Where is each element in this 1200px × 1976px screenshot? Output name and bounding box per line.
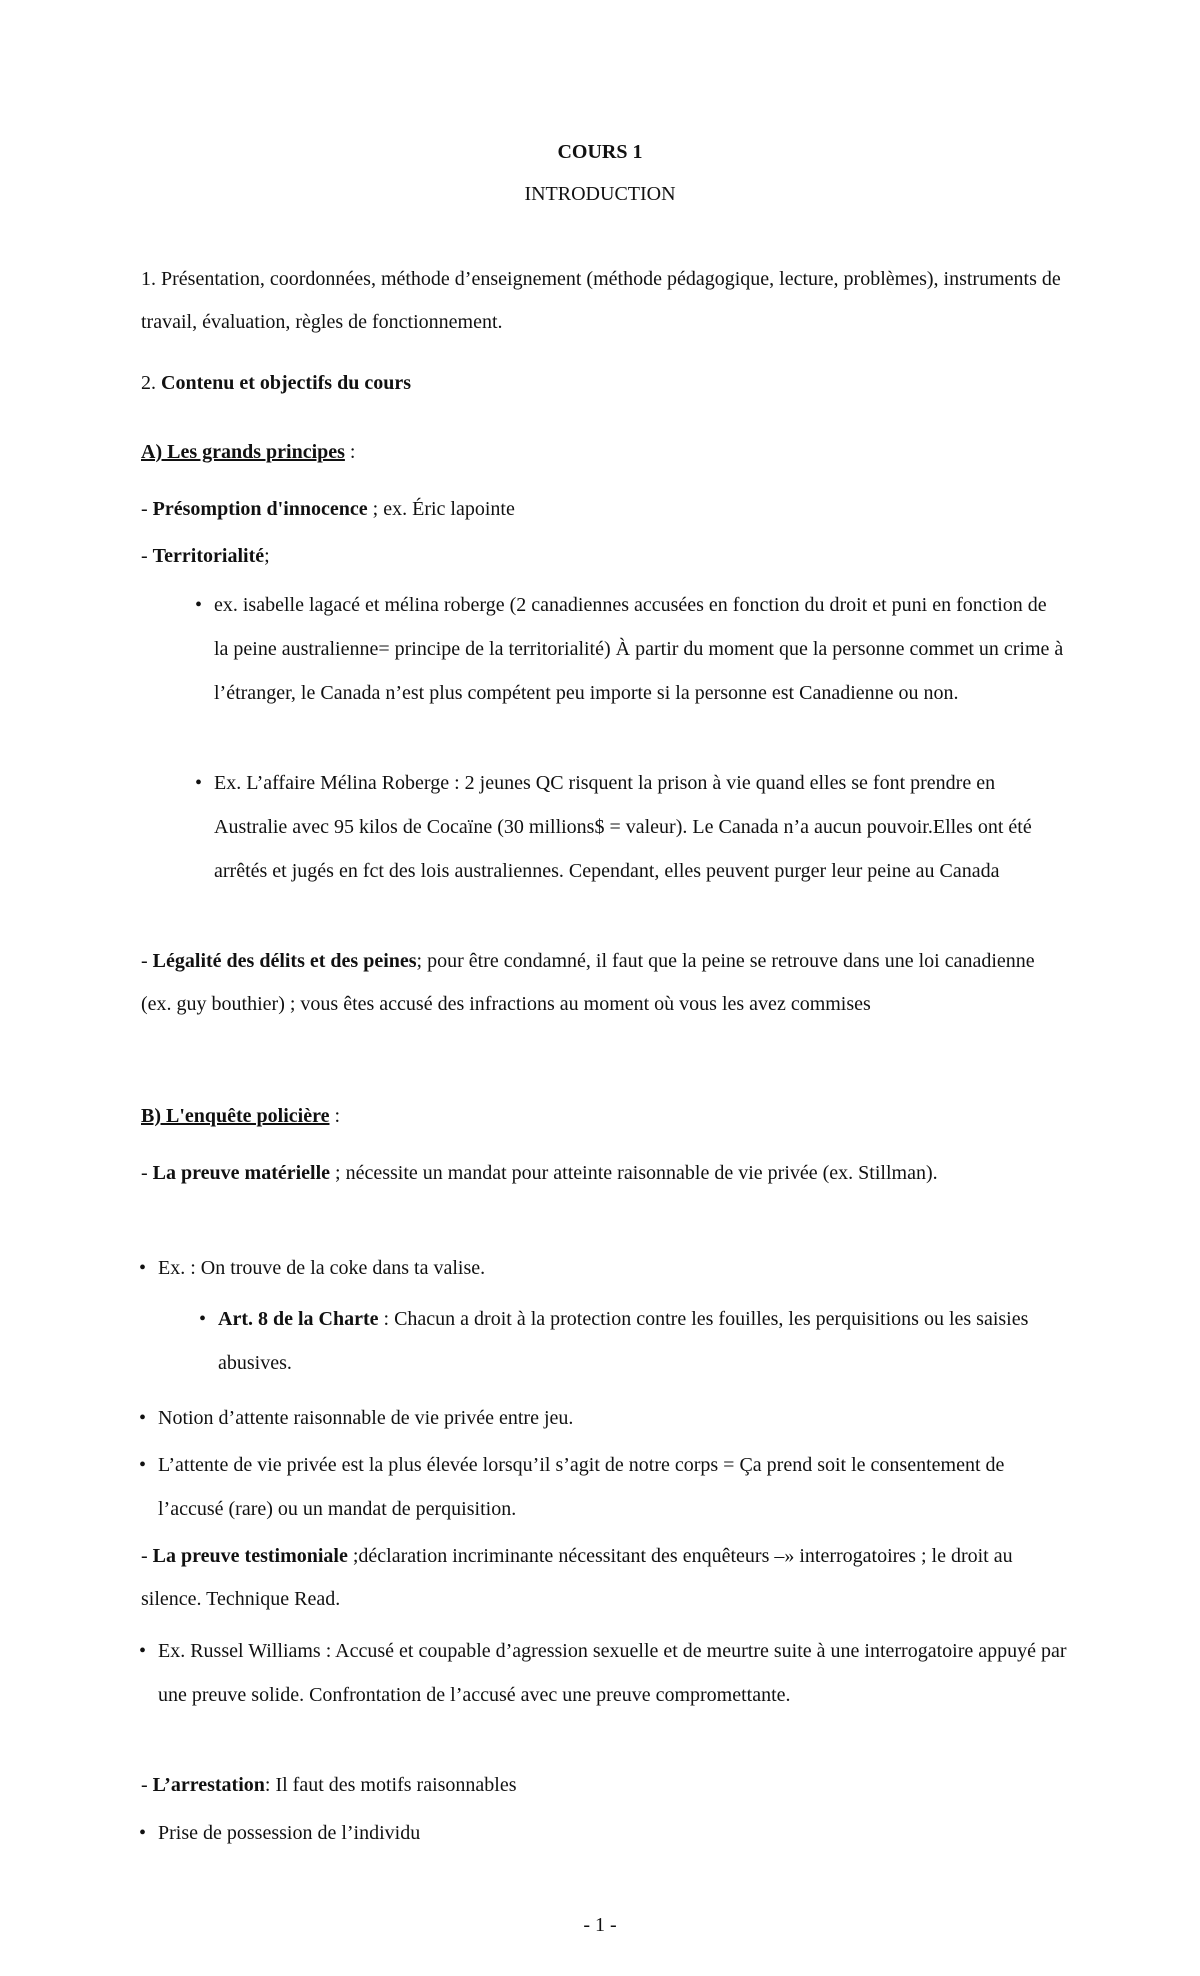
preuve-testimoniale-label: La preuve testimoniale (152, 1545, 348, 1567)
notion-attente-text: Notion d’attente raisonnable de vie privée entre jeu. (158, 1407, 574, 1429)
item-2-label: Contenu et objectifs du cours (161, 372, 411, 394)
preuve-testimoniale-prefix: - (141, 1545, 153, 1567)
presomption-text: ; ex. Éric lapointe (367, 498, 515, 520)
list-item (139, 1629, 1068, 1717)
legalite-paragraph (141, 940, 1066, 1026)
section-b-title-suffix: : (329, 1105, 341, 1127)
preuve-testimoniale-text: ;déclaration incriminante nécessitant des enquêteurs –» interrogatoires ; le droit au silence. Technique Read. (141, 1545, 1013, 1610)
territorialite-example-1: ex. isabelle lagacé et mélina roberge (2 canadiennes accusées en fonction du droit et puni en fonction de la peine australienne= principe de la territorialité) À partir du moment que la personne commet un crime à l’étranger, le Canada n’est plus compétent peu importe si la personne est Canadienne ou non. (214, 594, 1064, 704)
preuve-materielle-prefix: - (141, 1162, 153, 1184)
territorialite-prefix: - (141, 545, 153, 567)
territorialite-line (141, 535, 1066, 578)
document-subtitle: INTRODUCTION (524, 183, 676, 205)
item-2 (141, 362, 1066, 405)
list-item (139, 1811, 1068, 1855)
list-item (139, 1396, 1068, 1440)
list-item (199, 1297, 1068, 1385)
legalite-text: ; pour être condamné, il faut que la peine se retrouve dans une loi canadienne (ex. guy bouthier) ; vous êtes accusé des infractions au moment où vous les avez commises (141, 950, 1035, 1015)
preuve-testimoniale-paragraph (141, 1535, 1066, 1621)
attente-vie-privee-text: L’attente de vie privée est la plus élevée lorsqu’il s’agit de notre corps = Ça prend soit le consentement de l’accusé (rare) ou un mandat de perquisition. (158, 1454, 1005, 1520)
bullet-icon: • (195, 594, 203, 616)
presomption-prefix: - (141, 498, 153, 520)
bullet-icon: • (139, 1407, 147, 1429)
territorialite-example-2: Ex. L’affaire Mélina Roberge : 2 jeunes QC risquent la prison à vie quand elles se font prendre en Australie avec 95 kilos de Cocaïne (30 millions$ = valeur). Le Canada n’a aucun pouvoir.Elles ont été arrêtés et jugés en fct des lois australiennes. Cependant, elles peuvent purger leur peine au Canada (214, 772, 1032, 882)
coke-example: Ex. : On trouve de la coke dans ta valise. (158, 1257, 486, 1279)
item-2-number: 2. (141, 372, 161, 394)
list-item (195, 583, 1064, 715)
bullet-icon: • (139, 1257, 147, 1279)
section-a-title: A) Les grands principes (141, 441, 345, 463)
arrestation-text: : Il faut des motifs raisonnables (264, 1774, 517, 1796)
legalite-label: Légalité des délits et des peines (152, 950, 417, 972)
item-1-text: 1. Présentation, coordonnées, méthode d’enseignement (méthode pédagogique, lecture, problèmes), instruments de travail, évaluation, règles de fonctionnement. (141, 268, 1061, 333)
list-item (139, 1246, 1068, 1290)
page-number: - 1 - (583, 1914, 617, 1936)
document-title: COURS 1 (557, 141, 643, 163)
russel-williams-example: Ex. Russel Williams : Accusé et coupable d’agression sexuelle et de meurtre suite à une interrogatoire appuyé par une preuve solide. Confrontation de l’accusé avec une preuve compromettante. (158, 1640, 1067, 1706)
list-item (195, 761, 1064, 893)
section-a-heading (141, 431, 1066, 474)
art8-text: : Chacun a droit à la protection contre les fouilles, les perquisitions ou les saisies abusives. (218, 1308, 1029, 1374)
bullet-icon: • (195, 772, 203, 794)
bullet-icon: • (199, 1308, 207, 1330)
arrestation-label: L’arrestation (152, 1774, 265, 1796)
legalite-prefix: - (141, 950, 153, 972)
preuve-materielle-label: La preuve matérielle (152, 1162, 331, 1184)
presomption-line (141, 488, 1066, 531)
section-b-title: B) L'enquête policière (141, 1105, 330, 1127)
arrestation-line (141, 1764, 1066, 1807)
prise-possession-text: Prise de possession de l’individu (158, 1822, 421, 1844)
section-b-heading (141, 1095, 1066, 1138)
territorialite-label: Territorialité (152, 545, 265, 567)
territorialite-text: ; (264, 545, 270, 567)
bullet-icon: • (139, 1822, 147, 1844)
preuve-materielle-paragraph (141, 1152, 1066, 1195)
presomption-label: Présomption d'innocence (152, 498, 368, 520)
section-a-title-suffix: : (344, 441, 356, 463)
preuve-materielle-text: ; nécessite un mandat pour atteinte raisonnable de vie privée (ex. Stillman). (330, 1162, 938, 1184)
art8-label: Art. 8 de la Charte (218, 1308, 379, 1330)
bullet-icon: • (139, 1454, 147, 1476)
list-item (139, 1443, 1068, 1531)
arrestation-prefix: - (141, 1774, 153, 1796)
bullet-icon: • (139, 1640, 147, 1662)
